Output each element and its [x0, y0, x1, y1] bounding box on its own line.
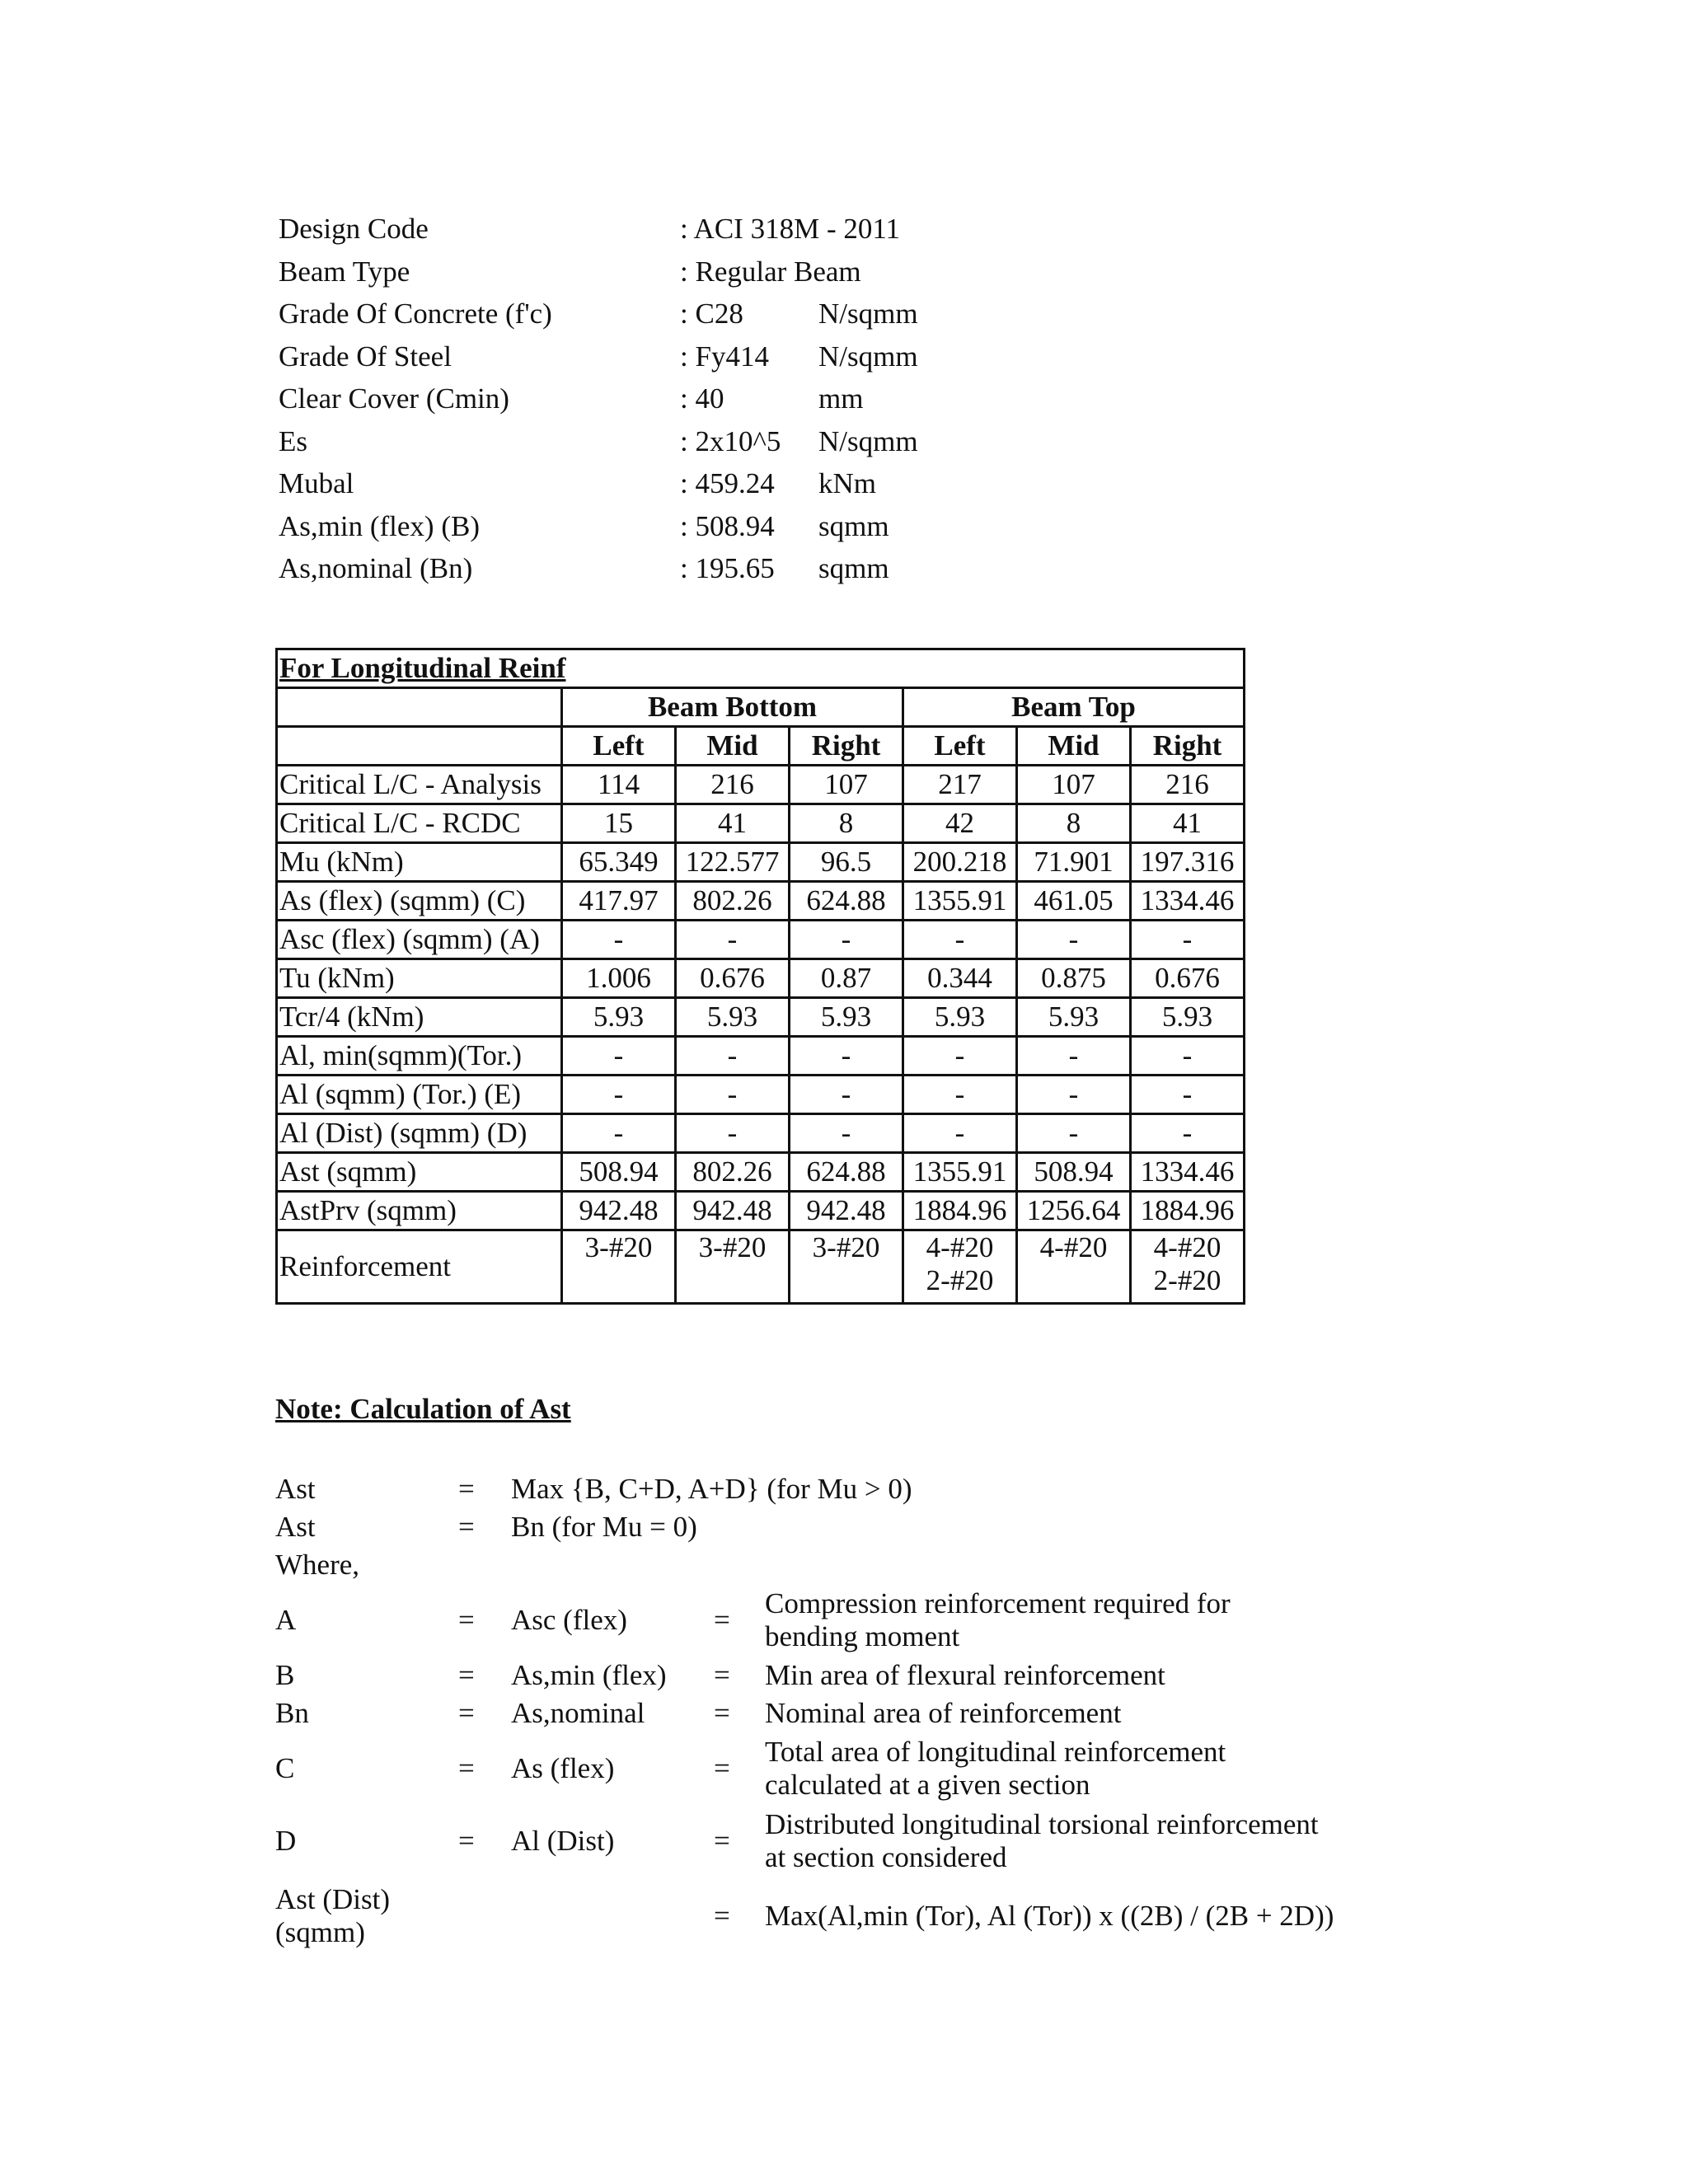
formula-lhs: Ast — [275, 1511, 316, 1543]
param-row — [279, 547, 1020, 590]
table-cell: 1256.64 — [1017, 1192, 1131, 1230]
table-cell: - — [1017, 1114, 1131, 1153]
group-header-beam-bottom: Beam Bottom — [562, 688, 903, 727]
table-cell: - — [790, 1037, 903, 1076]
table-cell: 5.93 — [790, 998, 903, 1037]
param-unit: N/sqmm — [818, 298, 918, 330]
table-cell: - — [1131, 1037, 1245, 1076]
table-cell: 200.218 — [903, 843, 1017, 882]
row-label: Critical L/C - RCDC — [277, 804, 562, 843]
table-row — [277, 766, 1245, 804]
reinforcement-line: 3-#20 — [812, 1231, 880, 1263]
reinforcement-line: 4-#20 — [1039, 1231, 1108, 1263]
table-cell: - — [790, 1076, 903, 1114]
table-title: For Longitudinal Reinf — [277, 649, 1245, 688]
table-cell: - — [562, 1076, 676, 1114]
row-label: Tcr/4 (kNm) — [277, 998, 562, 1037]
param-row — [279, 293, 1020, 335]
table-cell: 802.26 — [676, 1153, 790, 1192]
param-value: : 195.65 — [680, 552, 775, 584]
table-cell: 0.875 — [1017, 959, 1131, 998]
table-cell: 624.88 — [790, 1153, 903, 1192]
param-unit: N/sqmm — [818, 424, 918, 457]
ast-dist-label: Ast (Dist) — [275, 1883, 391, 1915]
definition-symbol: C — [275, 1752, 295, 1784]
where-label: Where, — [275, 1549, 360, 1581]
formula-rhs: Max {B, C+D, A+D} (for Mu > 0) — [511, 1473, 912, 1505]
table-cell: 42 — [903, 804, 1017, 843]
table-row — [277, 921, 1245, 959]
param-label: Clear Cover (Cmin) — [279, 382, 509, 415]
param-unit: N/sqmm — [818, 340, 918, 373]
equals-sign: = — [714, 1825, 730, 1857]
table-cell: - — [903, 1076, 1017, 1114]
param-value: : ACI 318M - 2011 — [680, 213, 901, 245]
definition-term: Al (Dist) — [511, 1825, 615, 1857]
reinforcement-cell — [790, 1230, 903, 1304]
formula-rhs: Bn (for Mu = 0) — [511, 1511, 697, 1543]
table-cell: - — [562, 921, 676, 959]
row-label: Mu (kNm) — [277, 843, 562, 882]
param-row — [279, 462, 1020, 505]
table-cell: 5.93 — [562, 998, 676, 1037]
table-cell: - — [676, 1037, 790, 1076]
definition-term: Asc (flex) — [511, 1604, 627, 1636]
table-row — [277, 1153, 1245, 1192]
param-unit: kNm — [818, 467, 876, 499]
table-cell: - — [1131, 1114, 1245, 1153]
note-title: Note: Calculation of Ast — [275, 1393, 571, 1425]
table-cell: 15 — [562, 804, 676, 843]
param-value: : Fy414 — [680, 340, 769, 373]
table-row — [277, 998, 1245, 1037]
definition-symbol: D — [275, 1825, 297, 1857]
param-label: Beam Type — [279, 255, 410, 288]
definition-symbol: Bn — [275, 1697, 309, 1729]
sub-header-cell: Mid — [676, 727, 790, 766]
reinforcement-row — [277, 1230, 1245, 1304]
param-value: : 40 — [680, 382, 724, 415]
design-parameters — [279, 208, 1020, 590]
table-cell: 1884.96 — [903, 1192, 1017, 1230]
table-cell: - — [562, 1114, 676, 1153]
equals-sign: = — [714, 1900, 730, 1932]
param-value: : 508.94 — [680, 509, 775, 542]
table-cell: 5.93 — [1017, 998, 1131, 1037]
table-cell: 461.05 — [1017, 882, 1131, 921]
row-label: Asc (flex) (sqmm) (A) — [277, 921, 562, 959]
param-value: : 459.24 — [680, 467, 775, 499]
reinforcement-cell — [1131, 1230, 1245, 1304]
table-cell: 5.93 — [1131, 998, 1245, 1037]
definition-term: As (flex) — [511, 1752, 615, 1784]
table-cell: - — [903, 1037, 1017, 1076]
table-cell: 107 — [1017, 766, 1131, 804]
param-label: Mubal — [279, 467, 354, 499]
table-cell: 41 — [1131, 804, 1245, 843]
reinforcement-line: 4-#20 — [926, 1231, 994, 1263]
param-value: : 2x10^5 — [680, 424, 781, 457]
param-row — [279, 505, 1020, 548]
table-cell: - — [1131, 921, 1245, 959]
table-cell: 0.344 — [903, 959, 1017, 998]
row-label: Critical L/C - Analysis — [277, 766, 562, 804]
equals-sign: = — [714, 1697, 730, 1729]
equals-sign: = — [458, 1752, 475, 1784]
definition-description: calculated at a given section — [765, 1769, 1090, 1801]
equals-sign: = — [458, 1604, 475, 1636]
reinforcement-line: 3-#20 — [698, 1231, 767, 1263]
table-cell: 1355.91 — [903, 882, 1017, 921]
param-value: : C28 — [680, 298, 743, 330]
table-cell: 0.676 — [1131, 959, 1245, 998]
table-cell: 8 — [790, 804, 903, 843]
table-cell: 5.93 — [903, 998, 1017, 1037]
table-cell: - — [1017, 921, 1131, 959]
table-row — [277, 1192, 1245, 1230]
table-cell: 5.93 — [676, 998, 790, 1037]
table-cell: 942.48 — [562, 1192, 676, 1230]
ast-dist-formula: Max(Al,min (Tor), Al (Tor)) x ((2B) / (2B + 2D)) — [765, 1900, 1334, 1932]
table-cell: 71.901 — [1017, 843, 1131, 882]
param-row — [279, 377, 1020, 420]
group-header-beam-top: Beam Top — [903, 688, 1245, 727]
row-label: Tu (kNm) — [277, 959, 562, 998]
equals-sign: = — [458, 1659, 475, 1691]
reinforcement-line: 3-#20 — [584, 1231, 653, 1263]
row-label: Ast (sqmm) — [277, 1153, 562, 1192]
table-cell: 96.5 — [790, 843, 903, 882]
row-label: AstPrv (sqmm) — [277, 1192, 562, 1230]
table-cell: 1355.91 — [903, 1153, 1017, 1192]
param-label: As,min (flex) (B) — [279, 509, 480, 542]
sub-header-cell: Mid — [1017, 727, 1131, 766]
param-label: Design Code — [279, 213, 429, 245]
table-row — [277, 804, 1245, 843]
table-title-row — [277, 649, 1245, 688]
table-cell: - — [676, 1076, 790, 1114]
table-cell: 41 — [676, 804, 790, 843]
table-cell: 216 — [676, 766, 790, 804]
equals-sign: = — [458, 1473, 475, 1505]
equals-sign: = — [714, 1659, 730, 1691]
table-cell: - — [562, 1037, 676, 1076]
table-cell: 0.87 — [790, 959, 903, 998]
table-cell: 1884.96 — [1131, 1192, 1245, 1230]
table-cell: 217 — [903, 766, 1017, 804]
param-label: Grade Of Concrete (f'c) — [279, 298, 552, 330]
table-cell: 942.48 — [676, 1192, 790, 1230]
sub-header-cell: Left — [562, 727, 676, 766]
table-cell: - — [1017, 1076, 1131, 1114]
row-label: Al (Dist) (sqmm) (D) — [277, 1114, 562, 1153]
longitudinal-reinforcement-table — [275, 648, 1245, 1305]
definition-term: As,nominal — [511, 1697, 645, 1729]
definition-description: Compression reinforcement required for — [765, 1587, 1231, 1619]
definition-description: Min area of flexural reinforcement — [765, 1659, 1165, 1691]
table-cell: 122.577 — [676, 843, 790, 882]
param-row — [279, 208, 1020, 251]
empty-header-cell — [277, 727, 562, 766]
param-row — [279, 335, 1020, 378]
param-unit: sqmm — [818, 509, 889, 542]
table-cell: 942.48 — [790, 1192, 903, 1230]
table-cell: - — [676, 921, 790, 959]
equals-sign: = — [458, 1511, 475, 1543]
empty-header-cell — [277, 688, 562, 727]
table-cell: 508.94 — [1017, 1153, 1131, 1192]
formula-lhs: Ast — [275, 1473, 316, 1505]
table-cell: - — [1017, 1037, 1131, 1076]
param-unit: mm — [818, 382, 864, 415]
param-value: : Regular Beam — [680, 255, 861, 288]
row-label: As (flex) (sqmm) (C) — [277, 882, 562, 921]
reinforcement-cell — [562, 1230, 676, 1304]
param-row — [279, 251, 1020, 293]
table-cell: 624.88 — [790, 882, 903, 921]
param-label: Es — [279, 424, 307, 457]
table-cell: 107 — [790, 766, 903, 804]
reinforcement-line: 2-#20 — [926, 1264, 994, 1296]
table-cell: 114 — [562, 766, 676, 804]
definition-symbol: A — [275, 1604, 297, 1636]
definition-description: Distributed longitudinal torsional reinforcement — [765, 1808, 1319, 1840]
definition-description: Total area of longitudinal reinforcement — [765, 1736, 1226, 1768]
table-row — [277, 1037, 1245, 1076]
sub-header-cell: Right — [1131, 727, 1245, 766]
table-cell: 508.94 — [562, 1153, 676, 1192]
definition-description: bending moment — [765, 1620, 960, 1652]
table-cell: 216 — [1131, 766, 1245, 804]
table-row — [277, 1114, 1245, 1153]
table-row — [277, 1076, 1245, 1114]
table-row — [277, 843, 1245, 882]
row-label: Al (sqmm) (Tor.) (E) — [277, 1076, 562, 1114]
table-cell: 65.349 — [562, 843, 676, 882]
definition-term: As,min (flex) — [511, 1659, 667, 1691]
param-label: As,nominal (Bn) — [279, 552, 473, 584]
table-cell: - — [790, 921, 903, 959]
reinforcement-line: 2-#20 — [1153, 1264, 1221, 1296]
equals-sign: = — [458, 1697, 475, 1729]
row-label: Reinforcement — [277, 1230, 562, 1304]
definition-symbol: B — [275, 1659, 295, 1691]
reinforcement-cell — [676, 1230, 790, 1304]
table-cell: - — [676, 1114, 790, 1153]
table-cell: 8 — [1017, 804, 1131, 843]
table-cell: 802.26 — [676, 882, 790, 921]
table-cell: 417.97 — [562, 882, 676, 921]
equals-sign: = — [458, 1825, 475, 1857]
table-cell: 1334.46 — [1131, 1153, 1245, 1192]
sub-header-row — [277, 727, 1245, 766]
equals-sign: = — [714, 1604, 730, 1636]
param-label: Grade Of Steel — [279, 340, 452, 373]
ast-dist-label: (sqmm) — [275, 1916, 365, 1948]
sub-header-cell: Left — [903, 727, 1017, 766]
table-cell: 1.006 — [562, 959, 676, 998]
definition-description: at section considered — [765, 1841, 1007, 1873]
table-cell: 197.316 — [1131, 843, 1245, 882]
table-cell: - — [903, 1114, 1017, 1153]
sub-header-cell: Right — [790, 727, 903, 766]
equals-sign: = — [714, 1752, 730, 1784]
table-cell: 0.676 — [676, 959, 790, 998]
param-row — [279, 420, 1020, 463]
table-cell: - — [903, 921, 1017, 959]
table-cell: - — [790, 1114, 903, 1153]
table-cell: - — [1131, 1076, 1245, 1114]
definition-description: Nominal area of reinforcement — [765, 1697, 1122, 1729]
table-row — [277, 882, 1245, 921]
table-row — [277, 959, 1245, 998]
row-label: Al, min(sqmm)(Tor.) — [277, 1037, 562, 1076]
reinforcement-cell — [1017, 1230, 1131, 1304]
param-unit: sqmm — [818, 552, 889, 584]
group-header-row — [277, 688, 1245, 727]
table-cell: 1334.46 — [1131, 882, 1245, 921]
reinforcement-line: 4-#20 — [1153, 1231, 1221, 1263]
reinforcement-cell — [903, 1230, 1017, 1304]
